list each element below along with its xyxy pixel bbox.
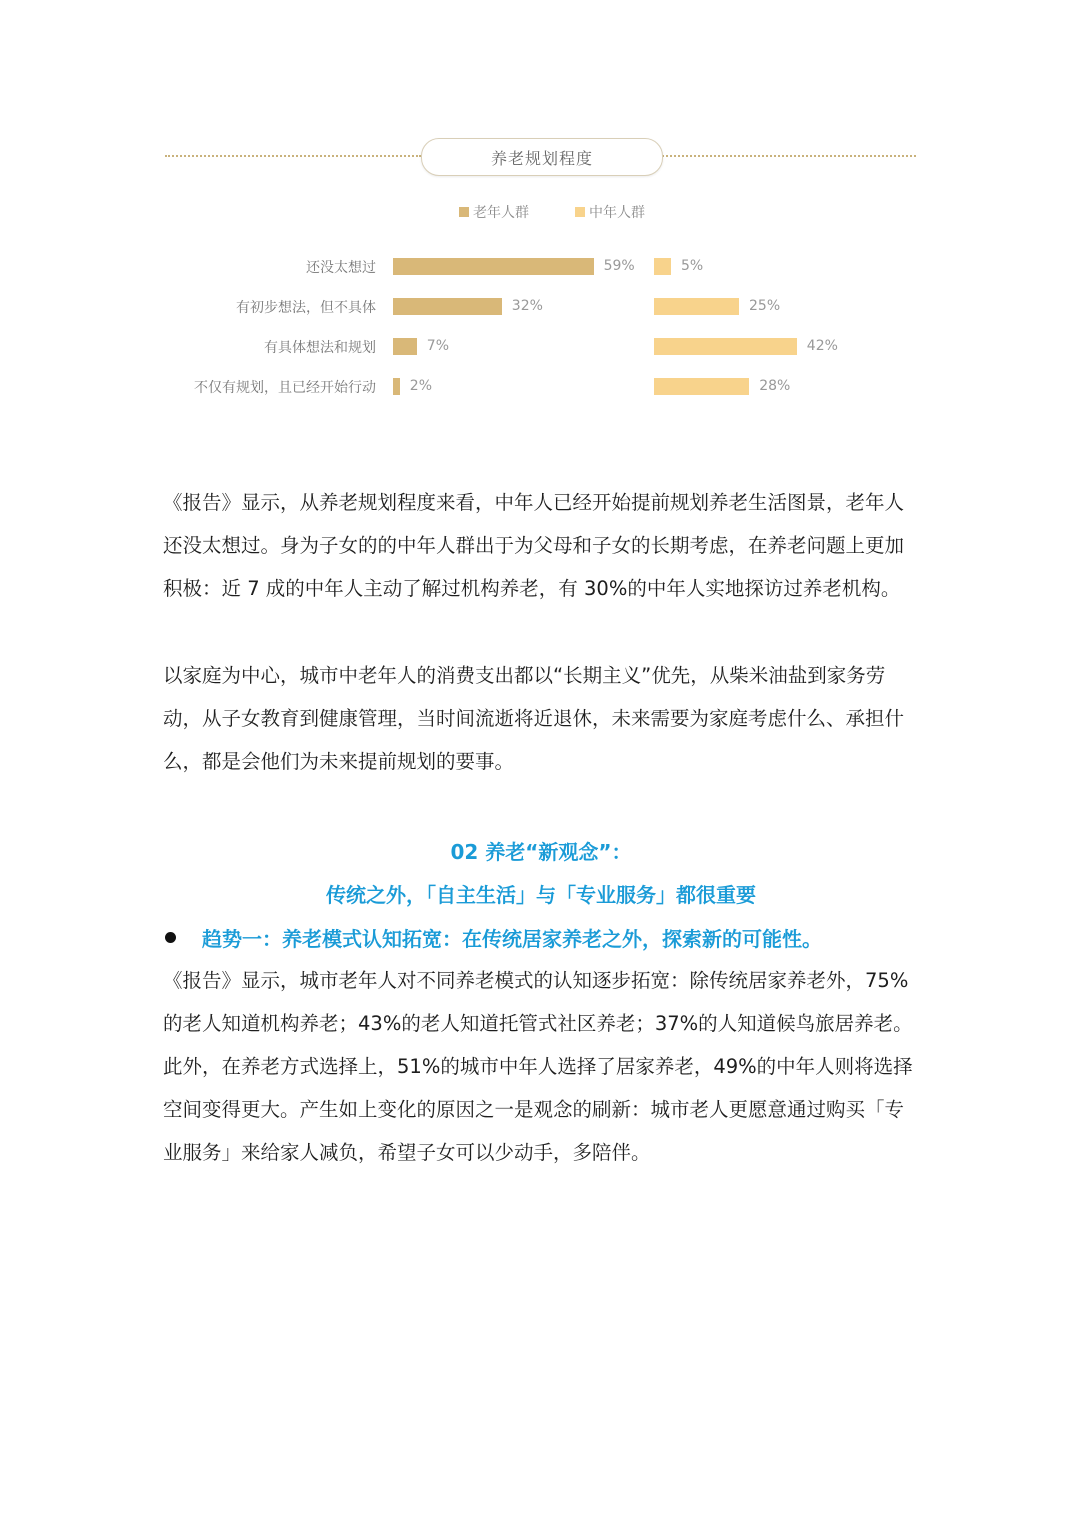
planning-chart <box>0 0 1080 420</box>
value-label-middle-aged: 25% <box>749 298 781 314</box>
bar-middle-aged <box>654 298 739 315</box>
category-label: 有具体想法和规划 <box>264 340 376 356</box>
legend-label-elderly: 老年人群 <box>473 205 529 221</box>
bar-elderly <box>393 338 417 355</box>
bar-middle-aged <box>654 338 797 355</box>
bar-elderly <box>393 258 594 275</box>
value-label-middle-aged: 42% <box>806 338 838 354</box>
bar-middle-aged <box>654 378 749 395</box>
category-label: 还没太想过 <box>306 260 376 276</box>
legend-item-elderly <box>459 202 529 222</box>
bullet-icon <box>165 932 176 943</box>
chart-title: 养老规划程度 <box>421 138 663 176</box>
value-label-elderly: 32% <box>511 298 543 314</box>
trend-bullet <box>163 922 923 952</box>
legend-swatch-middle-aged <box>575 207 585 217</box>
value-label-elderly: 2% <box>409 378 433 394</box>
legend-label-middle-aged: 中年人群 <box>589 205 645 221</box>
section-heading: 02 养老“新观念”： <box>450 840 632 864</box>
section-subheading: 传统之外，「自主生活」与「专业服务」都很重要 <box>326 883 756 907</box>
bar-elderly <box>393 298 502 315</box>
bar-elderly <box>393 378 400 395</box>
title-divider-right <box>662 155 916 157</box>
value-label-elderly: 59% <box>603 258 635 274</box>
value-label-elderly: 7% <box>426 338 450 354</box>
category-label: 有初步想法，但不具体 <box>236 300 376 316</box>
category-label: 不仅有规划，且已经开始行动 <box>194 380 376 396</box>
title-divider-left <box>165 155 421 157</box>
bar-middle-aged <box>654 258 671 275</box>
paragraph-trend-one: 《报告》显示，城市老年人对不同养老模式的认知逐步拓宽：除传统居家养老外，75%的老人知道机构养老；43%的老人知道托管式社区养老；37%的人知道候鸟旅居养老。此外，在养老方式选择上，51%的城市中年人选择了居家养老，49%的中年人则将选择空间变得更大。产生如上变化的原因之一是观念的刷新：城市老人更愿意通过购买「专业服务」来给家人减负，希望子女可以少动手，多陪伴。 <box>163 969 913 1164</box>
value-label-middle-aged: 5% <box>681 258 704 274</box>
legend-swatch-elderly <box>459 207 469 217</box>
legend-item-middle-aged <box>575 202 645 222</box>
trend-title: 趋势一：养老模式认知拓宽：在传统居家养老之外，探索新的可能性。 <box>202 926 822 951</box>
value-label-middle-aged: 28% <box>759 378 791 394</box>
paragraph-planning: 《报告》显示，从养老规划程度来看，中年人已经开始提前规划养老生活图景，老年人还没太想过。身为子女的的中年人群出于为父母和子女的长期考虑，在养老问题上更加积极：近 7 成的中年人主动了解过机构养老，有 30%的中年人实地探访过养老机构。 <box>163 491 905 600</box>
paragraph-long-termism: 以家庭为中心，城市中老年人的消费支出都以“长期主义”优先，从柴米油盐到家务劳动，从子女教育到健康管理，当时间流逝将近退休，未来需要为家庭考虑什么、承担什么，都是会他们为未来提前规划的要事。 <box>163 664 905 773</box>
